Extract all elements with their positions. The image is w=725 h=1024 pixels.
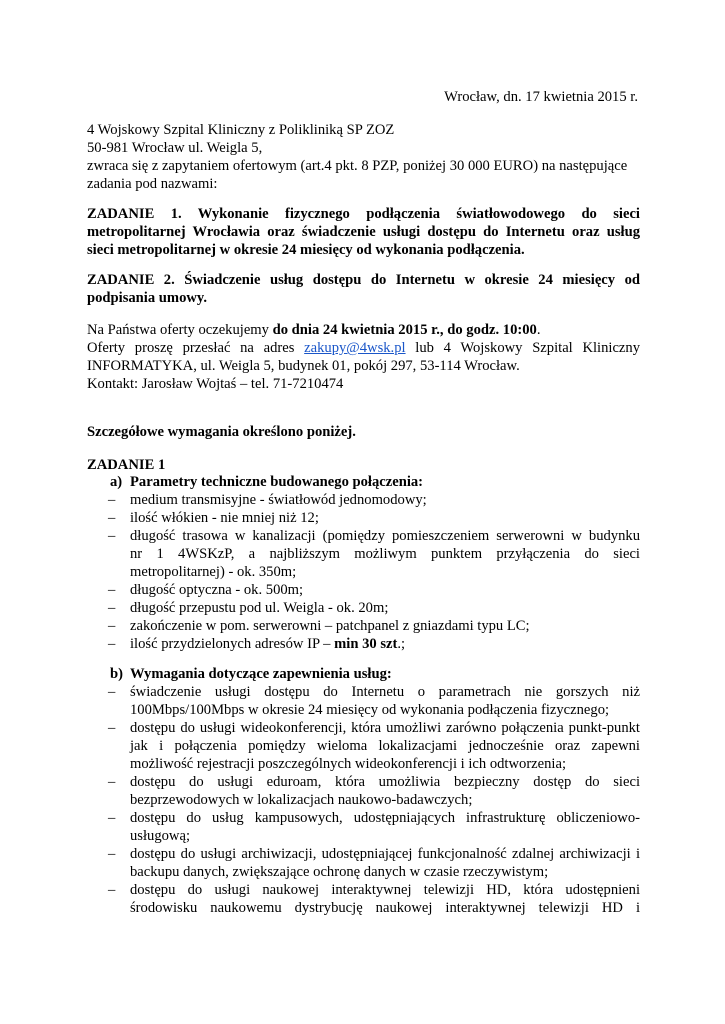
list-item: długość przepustu pod ul. Weigla - ok. 20m;: [130, 600, 389, 616]
list-item: zakończenie w pom. serwerowni – patchpanel z gniazdami typu LC;: [130, 618, 530, 634]
list-item: [130, 683, 640, 719]
contact-line: Kontakt: Jarosław Wojtaś – tel. 71-7210474: [87, 376, 344, 392]
offer-deadline: [87, 321, 640, 339]
list-item: ilość włókien - nie mniej niż 12;: [130, 510, 319, 526]
list-item-text: ilość przydzielonych adresów IP –: [130, 636, 335, 652]
list-item-line: długość trasowa w kanalizacji (pomiędzy pomieszczeniem serwerowni w budynku: [130, 528, 640, 544]
dash-bullet: –: [108, 582, 116, 598]
list-item-line: środowisku naukowemu dystrybucję naukowej interaktywnej telewizji HD i: [130, 900, 640, 916]
list-item-line: świadczenie usługi dostępu do Internetu o parametrach nie gorszych niż: [130, 684, 640, 700]
task2-heading-line: ZADANIE 2. Świadczenie usług dostępu do Internetu w okresie 24 miesięcy od: [87, 272, 640, 288]
list-item: [130, 881, 640, 917]
offer-deadline-date: do dnia 24 kwietnia 2015 r., do godz. 10:00: [272, 322, 537, 338]
task1-heading-line: metropolitarnej Wrocławia oraz świadczenie usługi dostępu do Internetu oraz usług: [87, 224, 640, 240]
offer-submit-text: Oferty proszę przesłać na adres: [87, 340, 305, 356]
zadanie1-title: ZADANIE 1: [87, 457, 166, 473]
section-b-title: Wymagania dotyczące zapewnienia usług:: [130, 666, 392, 682]
offer-submit: [87, 339, 640, 357]
list-item-line: dostępu do usługi archiwizacji, udostępniającej funkcjonalność zdalnej archiwizacji i: [130, 846, 640, 862]
list-item: [130, 719, 640, 773]
list-item: [130, 809, 640, 845]
inquiry-text: zwraca się z zapytaniem ofertowym (art.4 pkt. 8 PZP, poniżej 30 000 EURO) na następujące: [87, 158, 628, 174]
offer-address: INFORMATYKA, ul. Weigla 5, budynek 01, pokój 297, 53-114 Wrocław.: [87, 358, 520, 374]
list-item: [130, 527, 640, 581]
list-item-line: dostępu do usługi wideokonferencji, która umożliwi zarówno połączenia punkt-punkt: [130, 720, 640, 736]
offer-deadline-end: .: [536, 322, 541, 338]
list-item: [130, 845, 640, 881]
offer-submit-text-cont: lub 4 Wojskowy Szpital Kliniczny: [405, 340, 640, 356]
dash-bullet: –: [108, 684, 116, 700]
dash-bullet: –: [108, 636, 116, 652]
dash-bullet: –: [108, 810, 116, 826]
list-item: [130, 773, 640, 809]
section-a-heading: [110, 473, 423, 491]
list-item-line: bezprzewodowych w lokalizacjach naukowo-badawczych;: [130, 792, 473, 808]
inquiry-text-cont: zadania pod nazwami:: [87, 176, 218, 192]
details-heading: Szczegółowe wymagania określono poniżej.: [87, 424, 356, 440]
dash-bullet: –: [108, 846, 116, 862]
list-item-line: nr 1 4WSKzP, a najbliższym możliwym punktem przyłączenia do sieci: [130, 546, 640, 562]
dash-bullet: –: [108, 720, 116, 736]
list-item: [130, 635, 640, 653]
offer-deadline-text: Na Państwa oferty oczekujemy: [87, 322, 273, 338]
list-item-line: jak i połączenia pomiędzy wieloma lokalizacjami jednocześnie oraz zapewni: [130, 738, 640, 754]
dash-bullet: –: [108, 492, 116, 508]
dash-bullet: –: [108, 600, 116, 616]
list-item: długość optyczna - ok. 500m;: [130, 582, 304, 598]
list-item-line: dostępu do usług kampusowych, udostępniających infrastrukturę obliczeniowo-: [130, 810, 640, 826]
email-link[interactable]: zakupy@4wsk.pl: [304, 340, 406, 356]
list-item-emphasis: min 30 szt: [334, 636, 398, 652]
task2-heading: [87, 271, 640, 307]
offers-block: [87, 321, 640, 393]
list-item-line: backupu danych, zwiększające ochronę danych w czasie rzeczywistym;: [130, 864, 549, 880]
section-b-marker: b): [110, 666, 123, 682]
date-line: Wrocław, dn. 17 kwietnia 2015 r.: [444, 89, 638, 105]
sender-block: [87, 121, 640, 193]
list-item-line: metropolitarnej) - ok. 350m;: [130, 564, 297, 580]
list-item-end: .;: [397, 636, 406, 652]
dash-bullet: –: [108, 510, 116, 526]
task1-heading-line: ZADANIE 1. Wykonanie fizycznego podłączenia światłowodowego do sieci: [87, 206, 640, 222]
task1-heading-line: sieci metropolitarnej w okresie 24 miesięcy od wykonania podłączenia.: [87, 242, 525, 258]
task2-heading-line: podpisania umowy.: [87, 290, 208, 306]
list-item: medium transmisyjne - światłowód jednomodowy;: [130, 492, 427, 508]
list-item-line: 100Mbps/100Mbps w okresie 24 miesięcy od wykonania podłączenia fizycznego;: [130, 702, 610, 718]
task1-heading: [87, 205, 640, 259]
sender-address: 50-981 Wrocław ul. Weigla 5,: [87, 140, 263, 156]
section-a-title: Parametry techniczne budowanego połączenia:: [130, 474, 424, 490]
dash-bullet: –: [108, 618, 116, 634]
dash-bullet: –: [108, 774, 116, 790]
list-item-line: usługową;: [130, 828, 190, 844]
list-item-line: dostępu do usługi eduroam, która umożliwia bezpieczny dostęp do sieci: [130, 774, 640, 790]
section-a-marker: a): [110, 474, 123, 490]
list-item-line: możliwość rejestracji poszczególnych wideokonferencji i ich odtworzenia;: [130, 756, 567, 772]
list-item-line: dostępu do usługi naukowej interaktywnej telewizji HD, która udostępnieni: [130, 882, 640, 898]
sender-name: 4 Wojskowy Szpital Kliniczny z Polikliniką SP ZOZ: [87, 122, 395, 138]
dash-bullet: –: [108, 528, 116, 544]
section-b-heading: [110, 665, 392, 683]
dash-bullet: –: [108, 882, 116, 898]
